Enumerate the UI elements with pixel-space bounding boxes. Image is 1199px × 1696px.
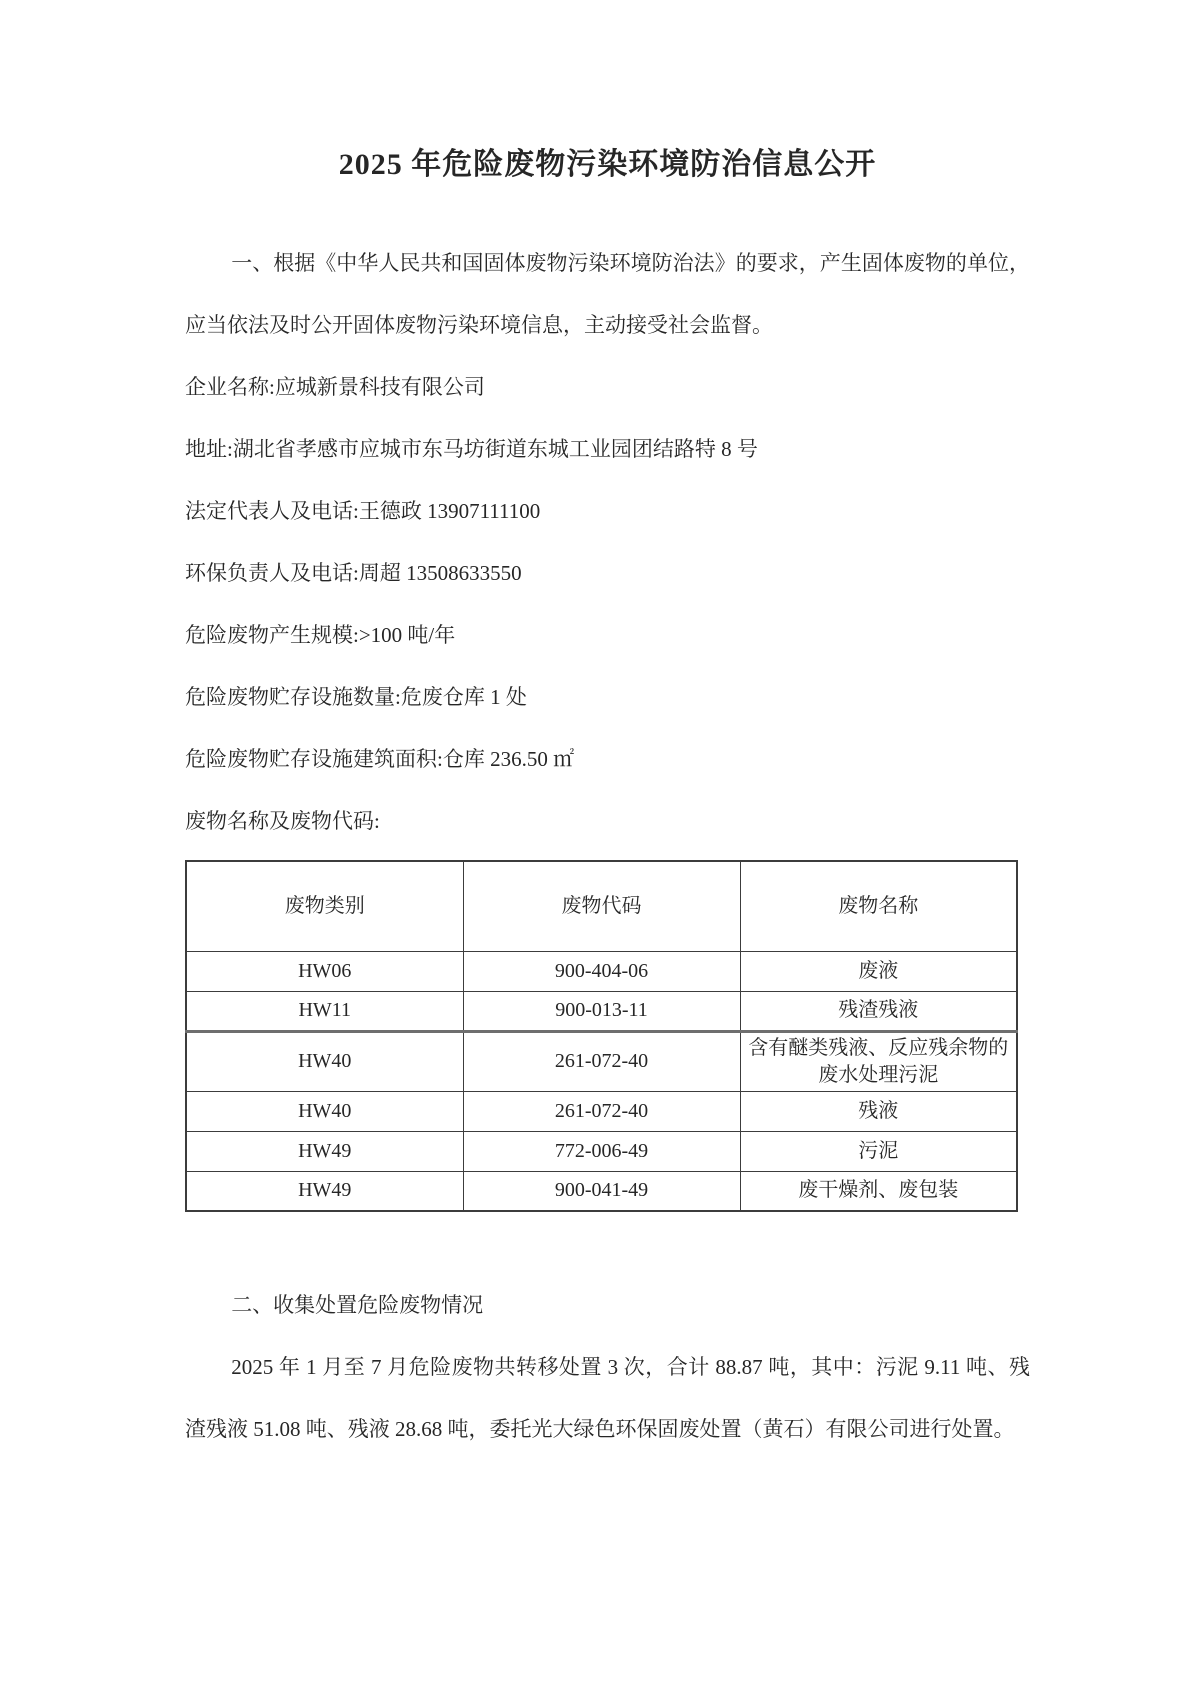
- table-row: [186, 1091, 1017, 1131]
- cell-waste-category: HW11: [186, 991, 463, 1031]
- cell-waste-name: 废液: [740, 951, 1017, 991]
- info-line-waste-names-codes-label: 废物名称及废物代码:: [185, 809, 380, 833]
- col-header-waste-name: 废物名称: [740, 861, 1017, 951]
- document-title: 2025 年危险废物污染环境防治信息公开: [338, 148, 877, 181]
- info-line-company-name: 企业名称:应城新景科技有限公司: [185, 375, 485, 399]
- cell-waste-code: 261-072-40: [463, 1031, 740, 1091]
- section2-heading: 二、收集处置危险废物情况: [231, 1293, 484, 1317]
- table-row: [186, 1171, 1017, 1211]
- table-row: [186, 1031, 1017, 1091]
- cell-waste-category: HW49: [186, 1171, 463, 1211]
- info-line-storage-facility-count: 危险废物贮存设施数量:危废仓库 1 处: [185, 685, 527, 709]
- table-row: [186, 951, 1017, 991]
- info-line-address: 地址:湖北省孝感市应城市东马坊街道东城工业园团结路特 8 号: [185, 437, 758, 461]
- cell-waste-category: HW49: [186, 1131, 463, 1171]
- waste-table: [185, 860, 1018, 1212]
- table-row: [186, 1131, 1017, 1171]
- cell-waste-category: HW40: [186, 1031, 463, 1091]
- info-line-waste-generation-scale: 危险废物产生规模:>100 吨/年: [185, 623, 456, 647]
- col-header-waste-category: 废物类别: [186, 861, 463, 951]
- col-header-waste-code: 废物代码: [463, 861, 740, 951]
- intro-paragraph: 一、根据《中华人民共和国固体废物污染环境防治法》的要求，产生固体废物的单位，应当依法及时公开固体废物污染环境信息，主动接受社会监督。: [185, 251, 1030, 337]
- cell-waste-name: 含有醚类残液、反应残余物的废水处理污泥: [740, 1031, 1017, 1091]
- cell-waste-category: HW06: [186, 951, 463, 991]
- cell-waste-name: 残液: [740, 1091, 1017, 1131]
- cell-waste-name: 污泥: [740, 1131, 1017, 1171]
- cell-waste-category: HW40: [186, 1091, 463, 1131]
- cell-waste-name: 废干燥剂、废包装: [740, 1171, 1017, 1211]
- info-line-legal-representative-phone: 法定代表人及电话:王德政 13907111100: [185, 499, 541, 523]
- section2-paragraph: 2025 年 1 月至 7 月危险废物共转移处置 3 次，合计 88.87 吨，其中：污泥 9.11 吨、残渣残液 51.08 吨、残液 28.68 吨，委托光大绿色环保固废处置（黄石）有限公司进行处置。: [185, 1355, 1030, 1441]
- waste-table-header-row: [186, 861, 1017, 951]
- table-row: [186, 991, 1017, 1031]
- info-line-storage-facility-area: 危险废物贮存设施建筑面积:仓库 236.50 ㎡: [185, 747, 575, 771]
- info-line-environmental-officer-phone: 环保负责人及电话:周超 13508633550: [185, 561, 522, 585]
- cell-waste-code: 261-072-40: [463, 1091, 740, 1131]
- cell-waste-code: 772-006-49: [463, 1131, 740, 1171]
- cell-waste-code: 900-404-06: [463, 951, 740, 991]
- cell-waste-code: 900-041-49: [463, 1171, 740, 1211]
- cell-waste-name: 残渣残液: [740, 991, 1017, 1031]
- cell-waste-code: 900-013-11: [463, 991, 740, 1031]
